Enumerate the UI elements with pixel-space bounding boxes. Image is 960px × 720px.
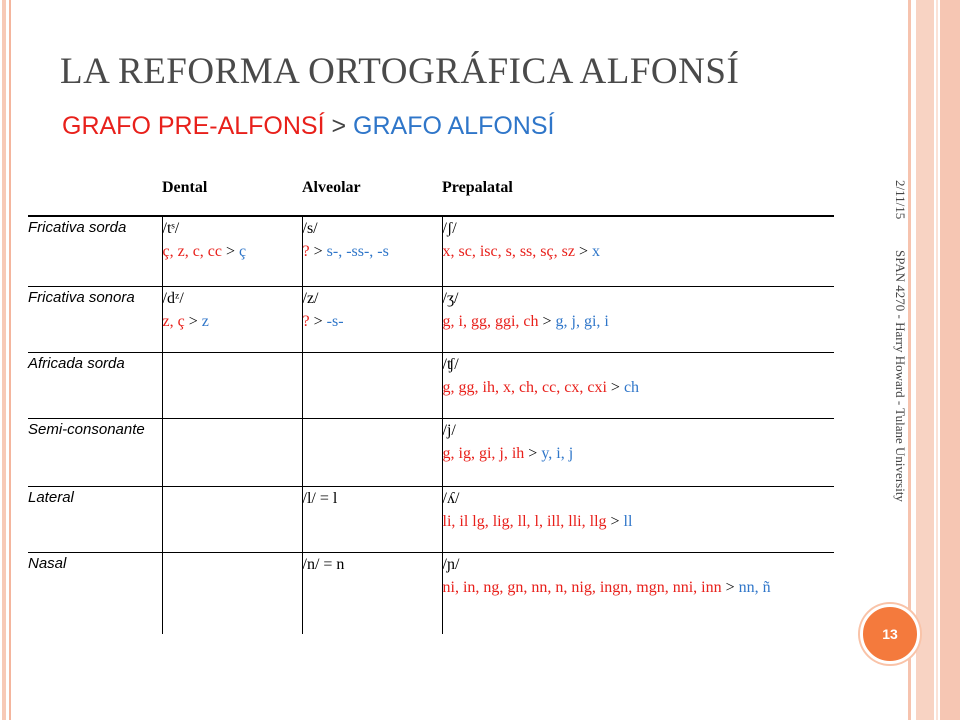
cell-dental — [162, 352, 302, 418]
alfonsi-spelling: -s- — [326, 312, 344, 330]
slide-subtitle — [62, 112, 554, 141]
spelling-change — [443, 311, 835, 333]
slide-date: 2/11/15 — [893, 180, 908, 220]
pre-alfonsi-spelling: ç, z, c, cc — [162, 243, 223, 260]
spelling-change — [163, 241, 302, 263]
cell-prepalatal — [442, 552, 834, 634]
pre-alfonsi-spelling: li, il lg, lig, ll, l, ill, lli, llg — [442, 512, 607, 530]
cell-prepalatal — [442, 286, 834, 352]
cell-prepalatal — [442, 352, 834, 418]
cell-alveolar — [302, 486, 442, 552]
pre-alfonsi-spelling: g, i, gg, ggi, ch — [442, 312, 539, 330]
arrow: > — [606, 512, 624, 530]
table-row — [28, 216, 834, 286]
row-category: Fricativa sonora — [28, 286, 162, 352]
header-dental: Dental — [162, 167, 302, 216]
row-category: Lateral — [28, 486, 162, 552]
alfonsi-spelling: ll — [623, 512, 633, 530]
right-decor-edge — [940, 0, 960, 720]
arrow: > — [538, 312, 556, 330]
spelling-change — [163, 311, 302, 333]
cell-alveolar — [302, 552, 442, 634]
pre-alfonsi-spelling: g, ig, gi, j, ih — [442, 444, 525, 462]
arrow: > — [606, 378, 624, 396]
arrow: > — [309, 243, 327, 260]
phoneme: /ʧ/ — [442, 355, 459, 373]
phoneme: /ʎ/ — [442, 489, 460, 507]
header-prepalatal: Prepalatal — [442, 167, 834, 216]
right-decor-gap — [936, 0, 938, 720]
table-row — [28, 352, 834, 418]
phoneme: /s/ — [302, 220, 318, 237]
alfonsi-spelling: y, i, j — [541, 444, 574, 462]
pre-alfonsi-spelling: g, gg, ih, x, ch, cc, cx, cxi — [442, 378, 607, 396]
arrow: > — [524, 444, 542, 462]
page-number-badge: 13 — [860, 604, 920, 664]
phoneme: /ɲ/ — [442, 555, 460, 573]
slide-footer: SPAN 4270 - Harry Howard - Tulane University — [893, 250, 908, 502]
row-category: Semi-consonante — [28, 418, 162, 486]
cell-dental — [162, 286, 302, 352]
arrow: > — [721, 578, 739, 596]
pre-alfonsi-spelling: x, sc, isc, s, ss, sç, sz — [442, 243, 575, 260]
right-decor-bar — [916, 0, 934, 720]
cell-dental — [162, 486, 302, 552]
subtitle-pre: GRAFO PRE-ALFONSÍ — [62, 112, 325, 140]
cell-dental — [162, 552, 302, 634]
slide-title: LA REFORMA ORTOGRÁFICA ALFONSÍ — [60, 51, 740, 92]
row-category: Africada sorda — [28, 352, 162, 418]
alfonsi-spelling: ch — [623, 378, 640, 396]
subtitle-sep: > — [324, 112, 354, 140]
phoneme: /ʒ/ — [442, 289, 459, 307]
arrow: > — [184, 312, 202, 330]
spelling-change — [443, 443, 835, 465]
cell-alveolar — [302, 286, 442, 352]
header-alveolar: Alveolar — [302, 167, 442, 216]
phoneme: /ʃ/ — [442, 220, 457, 237]
pre-alfonsi-spelling: z, ç — [162, 312, 185, 330]
spelling-change — [303, 241, 442, 263]
spelling-change — [443, 377, 835, 399]
cell-alveolar — [302, 352, 442, 418]
spelling-change — [303, 311, 442, 333]
alfonsi-spelling: z — [201, 312, 209, 330]
cell-plain: /l/ = l — [302, 489, 338, 507]
table-row — [28, 552, 834, 634]
orthography-table — [28, 167, 834, 634]
left-decor-bar — [2, 0, 6, 720]
pre-alfonsi-spelling: ? — [302, 312, 310, 330]
row-category: Fricativa sorda — [28, 216, 162, 286]
cell-dental — [162, 216, 302, 286]
alfonsi-spelling: g, j, gi, i — [555, 312, 609, 330]
pre-alfonsi-spelling: ni, in, ng, gn, nn, n, nig, ingn, mgn, nni, inn — [442, 578, 722, 596]
table-row — [28, 486, 834, 552]
table-header-row — [28, 167, 834, 216]
spelling-change — [443, 511, 835, 533]
pre-alfonsi-spelling: ? — [302, 243, 310, 260]
phoneme: /z/ — [302, 289, 319, 307]
alfonsi-spelling: s-, -ss-, -s — [326, 243, 389, 260]
spelling-change — [443, 577, 835, 599]
spelling-change — [443, 241, 835, 263]
table-row — [28, 286, 834, 352]
arrow: > — [309, 312, 327, 330]
cell-prepalatal — [442, 216, 834, 286]
left-decor-line — [9, 0, 11, 720]
arrow: > — [222, 243, 240, 260]
phoneme: /tˢ/ — [162, 220, 180, 237]
subtitle-post: GRAFO ALFONSÍ — [353, 112, 555, 140]
arrow: > — [574, 243, 592, 260]
cell-prepalatal — [442, 486, 834, 552]
cell-dental — [162, 418, 302, 486]
table-row — [28, 418, 834, 486]
alfonsi-spelling: x — [591, 243, 600, 260]
row-category: Nasal — [28, 552, 162, 634]
phoneme: /j/ — [442, 421, 456, 439]
slide-side-text — [892, 180, 910, 570]
alfonsi-spelling: ç — [239, 243, 247, 260]
phoneme: /dᶻ/ — [162, 289, 184, 307]
cell-prepalatal — [442, 418, 834, 486]
alfonsi-spelling: nn, ñ — [738, 578, 771, 596]
header-empty — [28, 167, 162, 216]
cell-alveolar — [302, 418, 442, 486]
cell-alveolar — [302, 216, 442, 286]
cell-plain: /n/ = n — [302, 555, 345, 573]
